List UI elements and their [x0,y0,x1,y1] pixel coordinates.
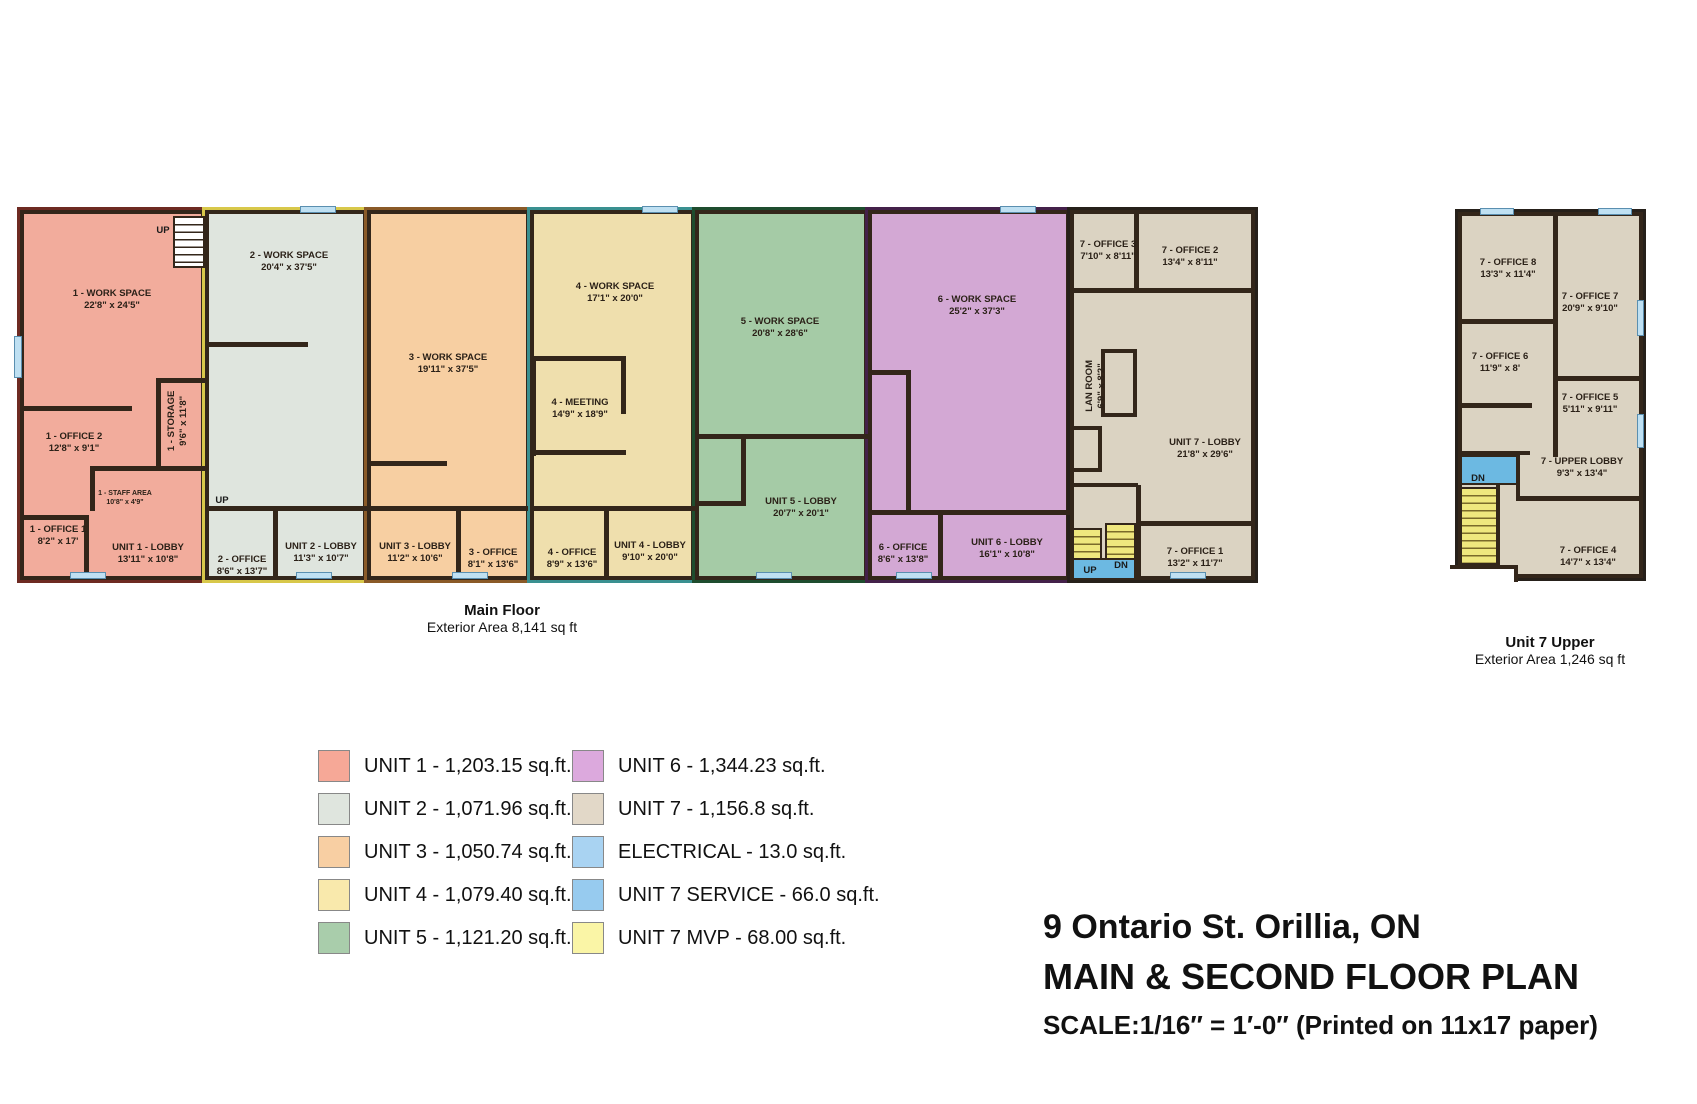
main-floor-caption [377,602,627,635]
window-mark [1598,208,1632,215]
window-mark [70,572,106,579]
room-label-1-staff-area: 1 - STAFF AREA 10'8" x 4'9" [98,490,152,506]
wall [20,406,132,411]
wall [1553,214,1558,457]
room-label-4-meeting: 4 - MEETING 14'9" x 18'9" [551,397,609,420]
title-plan-name: MAIN & SECOND FLOOR PLAN [1043,956,1579,997]
legend-swatch-electrical [572,836,604,868]
legend-label-unit-5: UNIT 5 - 1,121.20 sq.ft. [364,926,572,949]
wall [156,378,161,470]
legend-item-unit-7 [572,793,814,825]
dn-label: DN [1471,473,1485,484]
wall [369,461,447,466]
legend-item-unit-1 [318,750,572,782]
legend-swatch-unit-5 [318,922,350,954]
wall [531,450,626,455]
main-floor-caption-subtitle: Exterior Area 8,141 sq ft [426,619,578,635]
room-label-7-office-7: 7 - OFFICE 7 20'9" x 9'10" [1561,291,1619,314]
room-label-7-office-3: 7 - OFFICE 3 7'10" x 8'11" [1079,239,1137,262]
room-label-7-office-1: 7 - OFFICE 1 13'2" x 11'7" [1166,546,1224,569]
wall [906,370,911,515]
window-mark [1000,206,1036,213]
room-label-3-office: 3 - OFFICE 8'1" x 13'6" [467,547,519,570]
room-label-1-office-1: 1 - OFFICE 1 8'2" x 17' [29,524,87,547]
legend-swatch-unit-7 [572,793,604,825]
wall [208,342,308,347]
unit-1-stairs [173,216,205,268]
wall [1141,521,1255,526]
legend-label-unit-6: UNIT 6 - 1,344.23 sq.ft. [618,754,826,777]
room-label-1-storage: 1 - STORAGE 9'6" x 11'8" [166,390,189,452]
room-label-6-work-space: 6 - WORK SPACE 25'2" x 37'3" [937,294,1017,317]
window-mark [1480,208,1514,215]
room-label-lan-room: LAN ROOM 6'9" x 8'2" [1084,360,1107,412]
unit-7-stairs-dn [1105,523,1136,562]
legend-item-unit-3 [318,836,572,868]
unit-3-area [367,210,530,580]
legend-swatch-unit-2 [318,793,350,825]
wall [1072,483,1138,487]
legend-item-unit-4 [318,879,572,911]
room-label-4-work-space: 4 - WORK SPACE 17'1" x 20'0" [575,281,655,304]
wall [1072,288,1255,293]
room-label-unit-6-lobby: UNIT 6 - LOBBY 16'1" x 10'8" [971,537,1043,560]
legend-swatch-unit-7-service [572,879,604,911]
wall [20,515,88,520]
room-label-unit-4-lobby: UNIT 4 - LOBBY 9'10" x 20'0" [614,540,686,563]
legend-item-unit-6 [572,750,826,782]
wall [697,434,868,439]
legend-label-unit-4: UNIT 4 - 1,079.40 sq.ft. [364,883,572,906]
legend-swatch-unit-1 [318,750,350,782]
window-mark [300,206,336,213]
title-scale-note: SCALE:1/16″ = 1′-0″ (Printed on 11x17 paper) [1043,1010,1598,1040]
wall [1460,403,1532,408]
legend-label-unit-7-service: UNIT 7 SERVICE - 66.0 sq.ft. [618,883,880,906]
room-label-6-office: 6 - OFFICE 8'6" x 13'8" [877,542,929,565]
upper-floor-caption [1430,634,1670,667]
legend-label-unit-3: UNIT 3 - 1,050.74 sq.ft. [364,840,572,863]
legend-label-electrical: ELECTRICAL - 13.0 sq.ft. [618,840,847,863]
room-label-unit-5-lobby: UNIT 5 - LOBBY 20'7" x 20'1" [765,496,837,519]
room-label-7-upper-lobby: 7 - UPPER LOBBY 9'3" x 13'4" [1540,456,1624,479]
dn-label: DN [1114,560,1128,571]
room-label-unit-3-lobby: UNIT 3 - LOBBY 11'2" x 10'6" [379,541,451,564]
unit-4-area [530,210,695,580]
legend-item-unit-5 [318,922,572,954]
room-label-7-office-6: 7 - OFFICE 6 11'9" x 8' [1471,351,1529,374]
legend-swatch-unit-4 [318,879,350,911]
wall [1518,496,1643,501]
wall [369,506,528,511]
legend-swatch-unit-6 [572,750,604,782]
legend-item-electrical [572,836,846,868]
room-label-3-work-space: 3 - WORK SPACE 19'11" x 37'5" [408,352,488,375]
legend-swatch-unit-3 [318,836,350,868]
legend-label-unit-7: UNIT 7 - 1,156.8 sq.ft. [618,797,815,820]
room-label-4-office: 4 - OFFICE 8'9" x 13'6" [546,547,598,570]
legend-item-unit-7-mvp [572,922,846,954]
unit-5-area [695,210,868,580]
legend-item-unit-2 [318,793,572,825]
room-label-unit-2-lobby: UNIT 2 - LOBBY 11'3" x 10'7" [285,541,357,564]
room-label-7-office-5: 7 - OFFICE 5 5'11" x 9'11" [1561,392,1619,415]
legend-swatch-unit-7-mvp [572,922,604,954]
unit-6-area [868,210,1070,580]
room-label-1-office-2: 1 - OFFICE 2 12'8" x 9'1" [45,431,103,454]
room-label-7-office-2: 7 - OFFICE 2 13'4" x 8'11" [1161,245,1219,268]
room-label-1-work-space: 1 - WORK SPACE 22'8" x 24'5" [72,288,152,311]
unit-7-stairs-up [1072,528,1102,562]
legend-label-unit-2: UNIT 2 - 1,071.96 sq.ft. [364,797,572,820]
room-label-unit-1-lobby: UNIT 1 - LOBBY 13'11" x 10'8" [112,542,184,565]
window-mark [1170,572,1206,579]
legend-label-unit-7-mvp: UNIT 7 MVP - 68.00 sq.ft. [618,926,847,949]
up-label: UP [215,495,229,506]
wall [531,506,695,511]
wall [1553,376,1643,381]
upper-floor-caption-title: Unit 7 Upper [1505,634,1595,651]
wall [531,356,626,361]
window-mark [756,572,792,579]
upper-stairs [1460,487,1498,565]
title-address: 9 Ontario St. Orillia, ON [1043,908,1421,946]
wall [90,466,205,471]
window-mark [1637,414,1644,448]
room-label-2-work-space: 2 - WORK SPACE 20'4" x 37'5" [249,250,329,273]
electrical-closet [14,336,22,378]
upper-floor-caption-subtitle: Exterior Area 1,246 sq ft [1474,651,1626,667]
window-mark [452,572,488,579]
window-mark [896,572,932,579]
wall [870,510,1070,515]
wall [1460,319,1557,324]
wall [697,501,743,506]
up-label: UP [156,225,170,236]
wall [1098,426,1102,472]
room-label-7-office-8: 7 - OFFICE 8 13'3" x 11'4" [1479,257,1537,280]
wall [870,370,908,375]
wall [205,506,367,511]
wall [1072,468,1102,472]
legend-label-unit-1: UNIT 1 - 1,203.15 sq.ft. [364,754,572,777]
upper-plan-notch [1450,565,1518,582]
window-mark [642,206,678,213]
up-label: UP [1083,565,1097,576]
legend-item-unit-7-service [572,879,880,911]
room-label-7-office-4: 7 - OFFICE 4 14'7" x 13'4" [1559,545,1617,568]
main-floor-caption-title: Main Floor [464,602,540,619]
room-label-unit-7-lobby: UNIT 7 - LOBBY 21'8" x 29'6" [1169,437,1241,460]
room-label-2-office: 2 - OFFICE 8'6" x 13'7" [216,554,268,577]
room-label-5-work-space: 5 - WORK SPACE 20'8" x 28'6" [740,316,820,339]
wall [1133,349,1137,417]
window-mark [296,572,332,579]
